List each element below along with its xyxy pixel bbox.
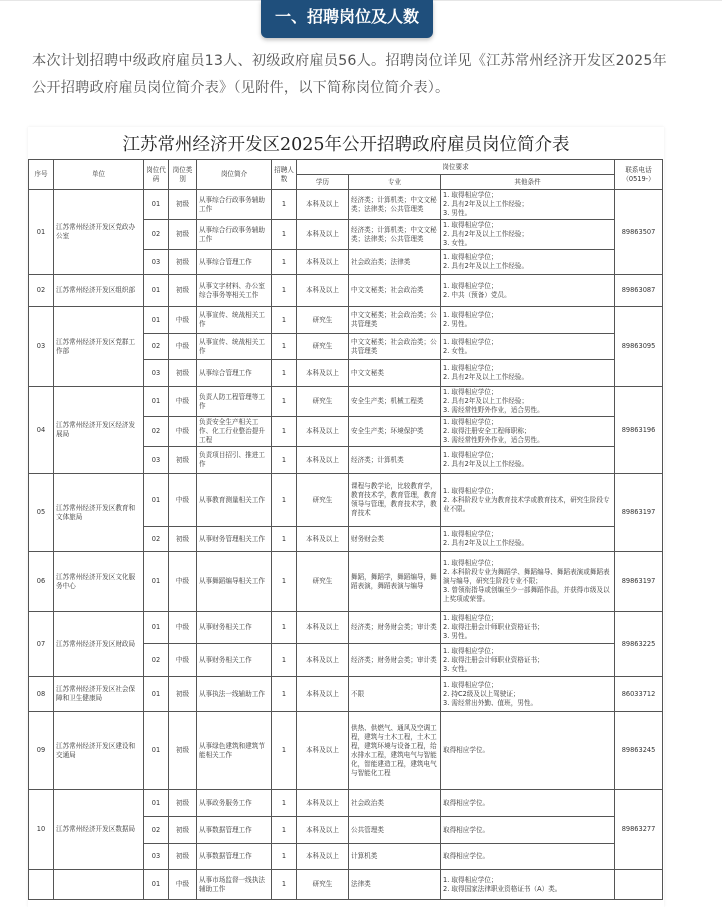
phone-cell: 89863197 — [615, 552, 663, 612]
desc-cell: 从事绿色建筑和建筑节能相关工作 — [197, 712, 272, 790]
code-cell: 03 — [144, 250, 169, 275]
count-cell: 1 — [272, 677, 297, 712]
desc-cell: 从事文字材料、办公室综合事务等相关工作 — [197, 275, 272, 307]
other-cell: 取得相应学位。 — [441, 712, 615, 790]
unit-cell: 江苏常州经济开发区建设和交通局 — [54, 712, 144, 790]
desc-cell: 从事综合管理工作 — [197, 360, 272, 387]
major-cell: 安全生产类；环境保护类 — [349, 417, 441, 447]
desc-cell: 从事宣传、统战相关工作 — [197, 334, 272, 360]
header-code: 岗位代码 — [144, 160, 169, 190]
header-level: 岗位类别 — [169, 160, 197, 190]
major-cell: 社会政治类 — [349, 790, 441, 817]
education-cell: 本科及以上 — [297, 677, 349, 712]
unit-cell: 江苏常州经济开发区党政办公室 — [54, 190, 144, 275]
desc-cell: 从事综合行政事务辅助工作 — [197, 190, 272, 220]
count-cell: 1 — [272, 250, 297, 275]
phone-cell: 86033712 — [615, 677, 663, 712]
major-cell: 经济类；计算机类 — [349, 447, 441, 474]
unit-cell: 江苏常州经济开发区党群工作部 — [54, 307, 144, 387]
other-cell: 1. 取得相应学位； 2. 具有2年及以上工作经验。 — [441, 447, 615, 474]
major-cell: 中文文秘类 — [349, 360, 441, 387]
major-cell: 舞蹈，舞蹈学，舞蹈编导，舞蹈表演，舞蹈表演与编导 — [349, 552, 441, 612]
phone-cell: 89863197 — [615, 474, 663, 552]
level-cell: 初级 — [169, 677, 197, 712]
other-cell: 1. 取得相应学位； 2. 男性。 — [441, 307, 615, 334]
phone-cell: 89863507 — [615, 190, 663, 275]
code-cell: 01 — [144, 552, 169, 612]
seq-cell: 01 — [29, 190, 54, 275]
phone-cell: 89863225 — [615, 612, 663, 677]
other-cell: 1. 取得相应学位； 2. 具有2年及以上工作经验； 3. 需经常性野外作业，适合男性。 — [441, 387, 615, 417]
major-cell: 经济类；计算机类；中文文秘类；法律类；公共管理类 — [349, 220, 441, 250]
count-cell: 1 — [272, 307, 297, 334]
major-cell: 公共管理类 — [349, 817, 441, 844]
level-cell: 初级 — [169, 447, 197, 474]
education-cell: 研究生 — [297, 387, 349, 417]
seq-cell: 10 — [29, 790, 54, 870]
table-row — [29, 387, 663, 417]
desc-cell: 从事市场监督一线执法辅助工作 — [197, 870, 272, 900]
code-cell: 01 — [144, 307, 169, 334]
seq-cell — [29, 870, 54, 900]
desc-cell: 从事政务服务工作 — [197, 790, 272, 817]
level-cell: 中级 — [169, 334, 197, 360]
level-cell: 初级 — [169, 817, 197, 844]
count-cell: 1 — [272, 870, 297, 900]
table-row — [29, 307, 663, 334]
seq-cell: 05 — [29, 474, 54, 552]
count-cell: 1 — [272, 552, 297, 612]
table-row — [29, 790, 663, 817]
table-row — [29, 190, 663, 220]
education-cell: 本科及以上 — [297, 644, 349, 677]
other-cell: 1. 取得相应学位； 2. 持C2级及以上驾驶证； 3. 需经常出外勤、值班，男性。 — [441, 677, 615, 712]
count-cell: 1 — [272, 712, 297, 790]
education-cell: 本科及以上 — [297, 250, 349, 275]
phone-cell — [615, 870, 663, 900]
code-cell: 01 — [144, 790, 169, 817]
table-row — [29, 712, 663, 790]
other-cell: 1. 取得相应学位； 2. 取得国家法律职业资格证书（A）类。 — [441, 870, 615, 900]
education-cell: 本科及以上 — [297, 817, 349, 844]
phone-cell: 89863095 — [615, 307, 663, 387]
desc-cell: 从事宣传、统战相关工作 — [197, 307, 272, 334]
other-cell: 1. 取得相应学位； 2. 女性。 — [441, 334, 615, 360]
table-row — [29, 552, 663, 612]
unit-cell: 江苏常州经济开发区财政局 — [54, 612, 144, 677]
seq-cell: 06 — [29, 552, 54, 612]
phone-cell: 89863196 — [615, 387, 663, 474]
other-cell: 取得相应学位。 — [441, 790, 615, 817]
seq-cell: 04 — [29, 387, 54, 474]
code-cell: 02 — [144, 644, 169, 677]
count-cell: 1 — [272, 817, 297, 844]
table-row — [29, 677, 663, 712]
code-cell: 01 — [144, 387, 169, 417]
major-cell: 法律类 — [349, 870, 441, 900]
major-cell: 经济类；财务财会类；审计类 — [349, 644, 441, 677]
table-row — [29, 275, 663, 307]
other-cell: 1. 取得相应学位； 2. 具有2年及以上工作经验； 3. 女性。 — [441, 220, 615, 250]
desc-cell: 负责人防工程管理等工作 — [197, 387, 272, 417]
level-cell: 初级 — [169, 250, 197, 275]
header-desc: 岗位简介 — [197, 160, 272, 190]
code-cell: 01 — [144, 474, 169, 527]
major-cell: 不限 — [349, 677, 441, 712]
education-cell: 本科及以上 — [297, 712, 349, 790]
code-cell: 01 — [144, 677, 169, 712]
header-major: 专业 — [349, 175, 441, 190]
education-cell: 研究生 — [297, 870, 349, 900]
other-cell: 1. 取得相应学位； 2. 中共（预备）党员。 — [441, 275, 615, 307]
unit-cell: 江苏常州经济开发区组织部 — [54, 275, 144, 307]
desc-cell: 负责安全生产相关工作、化工行业整治提升工程 — [197, 417, 272, 447]
level-cell: 初级 — [169, 790, 197, 817]
seq-cell: 07 — [29, 612, 54, 677]
table-title: 江苏常州经济开发区2025年公开招聘政府雇员岗位简介表 — [122, 135, 570, 155]
code-cell: 03 — [144, 447, 169, 474]
count-cell: 1 — [272, 612, 297, 644]
desc-cell: 负责项目招引、推进工作 — [197, 447, 272, 474]
desc-cell: 从事教育测量相关工作 — [197, 474, 272, 527]
other-cell: 1. 取得相应学位； 2. 具有2年及以上工作经验。 — [441, 250, 615, 275]
seq-cell: 09 — [29, 712, 54, 790]
code-cell: 02 — [144, 417, 169, 447]
education-cell: 研究生 — [297, 552, 349, 612]
education-cell: 研究生 — [297, 474, 349, 527]
major-cell: 安全生产类；机械工程类 — [349, 387, 441, 417]
desc-cell: 从事数据管理工作 — [197, 844, 272, 870]
position-table — [28, 159, 663, 900]
education-cell: 本科及以上 — [297, 417, 349, 447]
level-cell: 中级 — [169, 387, 197, 417]
level-cell: 中级 — [169, 474, 197, 527]
count-cell: 1 — [272, 790, 297, 817]
count-cell: 1 — [272, 844, 297, 870]
education-cell: 本科及以上 — [297, 275, 349, 307]
table-row — [29, 612, 663, 644]
count-cell: 1 — [272, 275, 297, 307]
header-seq: 序号 — [29, 160, 54, 190]
level-cell: 中级 — [169, 417, 197, 447]
education-cell: 本科及以上 — [297, 790, 349, 817]
code-cell: 01 — [144, 712, 169, 790]
code-cell: 03 — [144, 360, 169, 387]
education-cell: 本科及以上 — [297, 447, 349, 474]
count-cell: 1 — [272, 527, 297, 552]
major-cell: 供热、供燃气、通风及空调工程，建筑与土木工程，土木工程，建筑环境与设备工程，给水排水工程，建筑电气与智能化，智能建造工程，建筑电气与智能化工程 — [349, 712, 441, 790]
table-row — [29, 474, 663, 527]
major-cell: 社会政治类；法律类 — [349, 250, 441, 275]
phone-cell: 89863245 — [615, 712, 663, 790]
level-cell: 初级 — [169, 712, 197, 790]
major-cell: 经济类；财务财会类；审计类 — [349, 612, 441, 644]
education-cell: 本科及以上 — [297, 844, 349, 870]
unit-cell — [54, 870, 144, 900]
other-cell: 1. 取得相应学位； 2. 取得注册会计师职业资格证书； 3. 女性。 — [441, 644, 615, 677]
section-heading-banner: 一、招聘岗位及人数 — [261, 0, 433, 38]
other-cell: 1. 取得相应学位； 2. 具有2年及以上工作经验； 3. 男性。 — [441, 190, 615, 220]
header-requirements: 岗位要求 — [297, 160, 615, 175]
other-cell: 1. 取得相应学位； 2. 具有2年及以上工作经验。 — [441, 360, 615, 387]
unit-cell: 江苏常州经济开发区社会保障和卫生健康局 — [54, 677, 144, 712]
major-cell: 经济类；计算机类；中文文秘类；法律类；公共管理类 — [349, 190, 441, 220]
intro-paragraph: 本次计划招聘中级政府雇员13人、初级政府雇员56人。招聘岗位详见《江苏常州经济开发区2025年公开招聘政府雇员岗位简介表》（见附件，以下简称岗位简介表）。 — [32, 53, 667, 96]
level-cell: 中级 — [169, 644, 197, 677]
code-cell: 01 — [144, 612, 169, 644]
header-education: 学历 — [297, 175, 349, 190]
code-cell: 02 — [144, 334, 169, 360]
count-cell: 1 — [272, 360, 297, 387]
seq-cell: 08 — [29, 677, 54, 712]
desc-cell: 从事财务相关工作 — [197, 612, 272, 644]
unit-cell: 江苏常州经济开发区经济发展局 — [54, 387, 144, 474]
count-cell: 1 — [272, 644, 297, 677]
count-cell: 1 — [272, 334, 297, 360]
desc-cell: 从事财务管理相关工作 — [197, 527, 272, 552]
code-cell: 02 — [144, 527, 169, 552]
desc-cell: 从事综合管理工作 — [197, 250, 272, 275]
code-cell: 01 — [144, 275, 169, 307]
level-cell: 中级 — [169, 307, 197, 334]
major-cell: 计算机类 — [349, 844, 441, 870]
education-cell: 研究生 — [297, 334, 349, 360]
level-cell: 初级 — [169, 190, 197, 220]
education-cell: 本科及以上 — [297, 360, 349, 387]
education-cell: 研究生 — [297, 307, 349, 334]
code-cell: 01 — [144, 190, 169, 220]
other-cell: 1. 取得相应学位； 2. 取得注册会计师职业资格证书； 3. 男性。 — [441, 612, 615, 644]
level-cell: 初级 — [169, 844, 197, 870]
other-cell: 取得相应学位。 — [441, 844, 615, 870]
level-cell: 初级 — [169, 220, 197, 250]
unit-cell: 江苏常州经济开发区数据局 — [54, 790, 144, 870]
desc-cell: 从事综合行政事务辅助工作 — [197, 220, 272, 250]
unit-cell: 江苏常州经济开发区教育和文体旅局 — [54, 474, 144, 552]
level-cell: 中级 — [169, 552, 197, 612]
level-cell: 初级 — [169, 360, 197, 387]
major-cell: 中文文秘类；社会政治类 — [349, 275, 441, 307]
header-unit: 单位 — [54, 160, 144, 190]
count-cell: 1 — [272, 190, 297, 220]
other-cell: 1. 取得相应学位； 2. 取得注册安全工程师职称； 3. 需经常性野外作业，适合男性。 — [441, 417, 615, 447]
count-cell: 1 — [272, 387, 297, 417]
position-table-card — [28, 127, 664, 907]
count-cell: 1 — [272, 417, 297, 447]
level-cell: 中级 — [169, 612, 197, 644]
table-row — [29, 870, 663, 900]
code-cell: 03 — [144, 844, 169, 870]
education-cell: 本科及以上 — [297, 527, 349, 552]
desc-cell: 从事数据管理工作 — [197, 817, 272, 844]
seq-cell: 03 — [29, 307, 54, 387]
header-count: 招聘人数 — [272, 160, 297, 190]
header-phone: 联系电话（0519-） — [615, 160, 663, 190]
education-cell: 本科及以上 — [297, 190, 349, 220]
count-cell: 1 — [272, 474, 297, 527]
seq-cell: 02 — [29, 275, 54, 307]
level-cell: 中级 — [169, 870, 197, 900]
code-cell: 02 — [144, 817, 169, 844]
education-cell: 本科及以上 — [297, 612, 349, 644]
education-cell: 本科及以上 — [297, 220, 349, 250]
table-body — [29, 190, 663, 900]
major-cell: 中文文秘类；社会政治类；公共管理类 — [349, 334, 441, 360]
major-cell: 中文文秘类；社会政治类；公共管理类 — [349, 307, 441, 334]
code-cell: 02 — [144, 220, 169, 250]
other-cell: 1. 取得相应学位； 2. 具有2年及以上工作经验。 — [441, 527, 615, 552]
unit-cell: 江苏常州经济开发区文化服务中心 — [54, 552, 144, 612]
desc-cell: 从事财务相关工作 — [197, 644, 272, 677]
other-cell: 1. 取得相应学位； 2. 本科阶段专业为舞蹈学、舞蹈编导、舞蹈表演或舞蹈表演与编导，研究生阶段专业不限； 3. 曾领衔指导或创编至少一部舞蹈作品，并获得市级及以上奖项或荣誉。 — [441, 552, 615, 612]
count-cell: 1 — [272, 447, 297, 474]
desc-cell: 从事舞蹈编导相关工作 — [197, 552, 272, 612]
level-cell: 初级 — [169, 527, 197, 552]
level-cell: 初级 — [169, 275, 197, 307]
phone-cell: 89863087 — [615, 275, 663, 307]
other-cell: 取得相应学位。 — [441, 817, 615, 844]
desc-cell: 从事执法一线辅助工作 — [197, 677, 272, 712]
major-cell: 课程与教学论，比较教育学，教育技术学，教育管理，教育领导与管理，教育技术学，教育技术 — [349, 474, 441, 527]
code-cell: 01 — [144, 870, 169, 900]
phone-cell: 89863277 — [615, 790, 663, 870]
major-cell: 财务财会类 — [349, 527, 441, 552]
other-cell: 1. 取得相应学位； 2. 本科阶段专业为教育技术学或教育技术，研究生阶段专业不限。 — [441, 474, 615, 527]
header-other: 其他条件 — [441, 175, 615, 190]
count-cell: 1 — [272, 220, 297, 250]
